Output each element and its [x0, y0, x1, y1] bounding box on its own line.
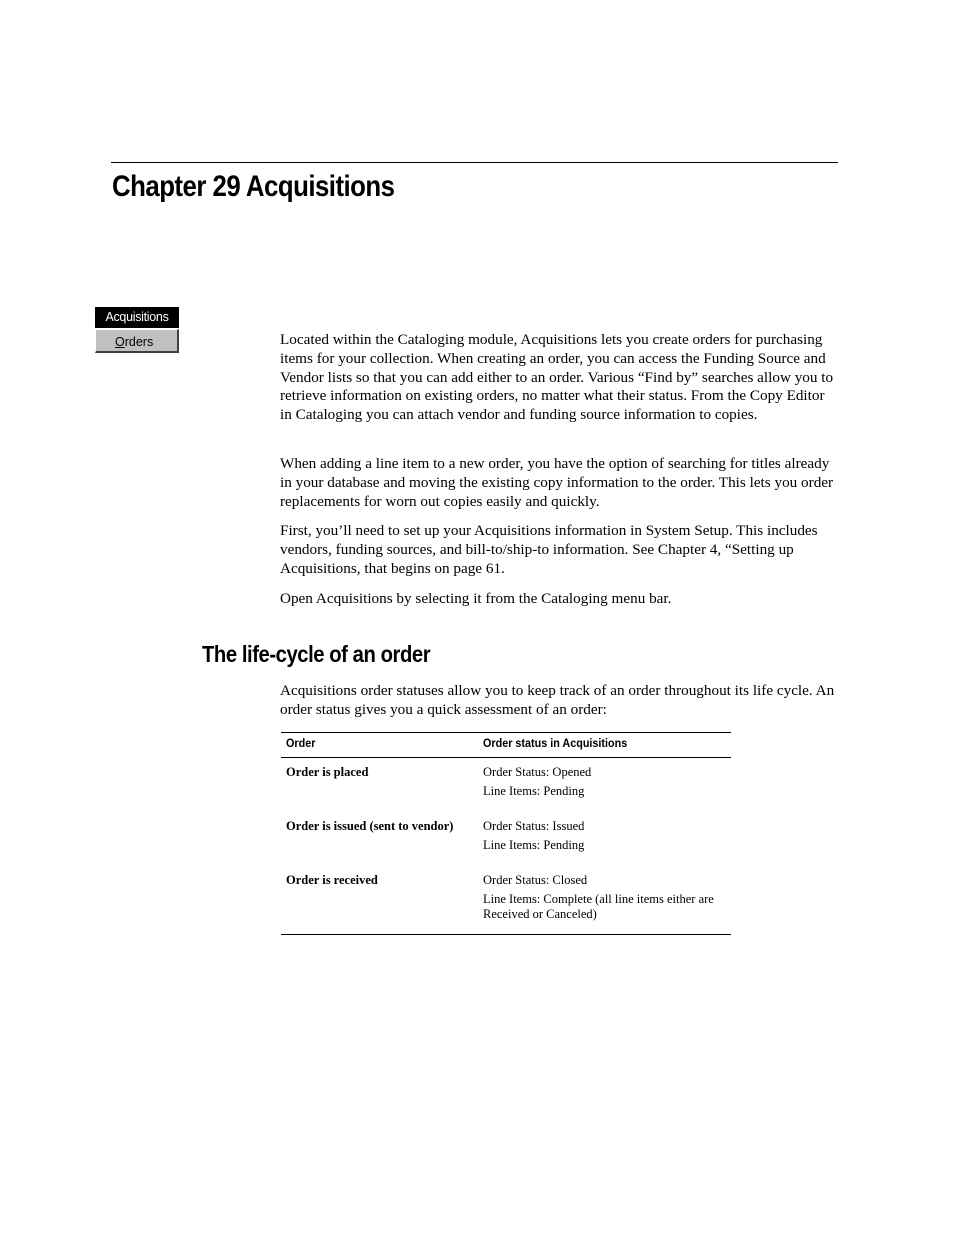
table-header-status: Order status in Acquisitions: [483, 736, 628, 750]
paragraph-text: Acquisitions order statuses allow you to keep track of an order throughout its life cycle. An order status gives you a quick assessment of an order:: [280, 682, 835, 718]
menu-header-acquisitions[interactable]: Acquisitions: [95, 307, 179, 328]
section-title: The life-cycle of an order: [202, 641, 431, 667]
menu-item-mnemonic: O: [115, 335, 125, 349]
intro-paragraph-1: [280, 331, 840, 425]
chapter-rule: [111, 162, 838, 163]
paragraph-text: Open Acquisitions by selecting it from the Cataloging menu bar.: [280, 590, 672, 607]
status-line: Line Items: Complete (all line items either are Received or Canceled): [483, 892, 714, 921]
status-line: Line Items: Pending: [483, 838, 585, 852]
table-cell-event: Order is issued (sent to vendor): [286, 819, 454, 833]
table-cell-status: [483, 819, 728, 857]
table-cell-status: [483, 873, 728, 926]
menu-item-orders[interactable]: [95, 329, 179, 353]
table-cell-event: Order is placed: [286, 765, 369, 779]
status-line: Order Status: Closed: [483, 873, 588, 887]
intro-paragraph-2: [280, 455, 840, 511]
table-cell-status: [483, 765, 728, 803]
chapter-title: Chapter 29 Acquisitions: [112, 170, 395, 203]
intro-paragraph-3: [280, 522, 840, 578]
status-line: Line Items: Pending: [483, 784, 585, 798]
table-header-row: [281, 733, 731, 758]
paragraph-text: First, you’ll need to set up your Acquisitions information in System Setup. This includes vendors, funding sources, and bill-to/ship-to information. See Chapter 4, “Setting up Acquisitions, that begins on page 61.: [280, 522, 818, 577]
intro-paragraph-4: [280, 590, 840, 609]
status-line: Order Status: Issued: [483, 819, 585, 833]
table-cell-event: Order is received: [286, 873, 378, 887]
menu-item-label: rders: [124, 335, 154, 349]
acquisitions-menu: [95, 307, 179, 353]
paragraph-text: Located within the Cataloging module, Acquisitions lets you create orders for purchasing items for your collection. When creating an order, you can access the Funding Source and Vendor lists so that you can add either to an order. Various “Find by” searches allow you to retrieve information on existing orders, no matter what their status. From the Copy Editor in Cataloging you can attach vendor and funding source information to copies.: [280, 331, 834, 424]
paragraph-text: When adding a line item to a new order, you have the option of searching for titles already in your database and moving the existing copy information to the order. This lets you order replacements for worn out copies easily and quickly.: [280, 455, 834, 510]
status-line: Order Status: Opened: [483, 765, 592, 779]
section-paragraph: [280, 682, 840, 720]
order-status-table: [281, 732, 731, 935]
table-header-order: Order: [286, 736, 316, 750]
